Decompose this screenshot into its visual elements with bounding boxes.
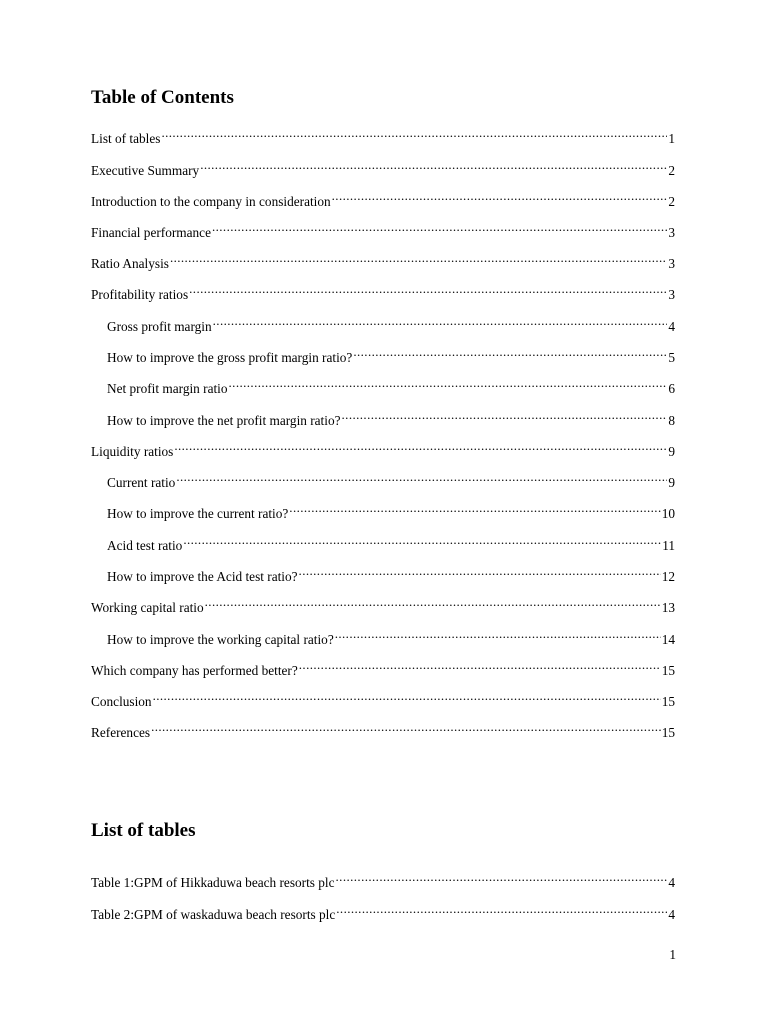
dot-leader [205,592,661,612]
toc-entry-acid-test-ratio[interactable] [107,530,675,553]
toc-entry-page: 9 [668,475,675,490]
dot-leader [289,498,660,518]
dot-leader [212,217,667,237]
toc-entry-page: 4 [668,319,675,334]
dot-leader [183,530,661,550]
toc-entry-title: How to improve the net profit margin ratio? [107,413,341,428]
toc-entry-title: Financial performance [91,225,211,240]
toc-entry-introduction[interactable] [91,186,675,209]
toc-entry-current-ratio[interactable] [107,467,675,490]
toc-entry-net-profit-margin[interactable] [107,373,675,396]
toc-entry-working-capital-ratio[interactable] [91,592,675,615]
toc-entry-improve-working-capital-ratio[interactable] [107,624,675,647]
toc-entry-title: How to improve the working capital ratio? [107,632,334,647]
dot-leader [170,248,667,268]
toc-entry-page: 8 [668,413,675,428]
page-number: 1 [669,947,676,962]
toc-entry-improve-net-profit-margin[interactable] [107,405,675,428]
toc-entry-which-company-performed-better[interactable] [91,655,675,678]
toc-entry-title: How to improve the current ratio? [107,506,289,521]
toc-entry-title: Profitability ratios [91,287,189,302]
toc-entry-title: Acid test ratio [107,538,183,553]
dot-leader [229,373,668,393]
toc-entry-financial-performance[interactable] [91,217,675,240]
dot-leader [176,467,667,487]
dot-leader [332,186,668,206]
toc-entry-page: 1 [668,131,675,146]
dot-leader [336,899,667,919]
toc-entry-page: 9 [668,444,675,459]
toc-heading: Table of Contents [91,87,234,108]
toc-entry-executive-summary[interactable] [91,155,675,178]
toc-entry-page: 3 [668,287,675,302]
toc-entry-page: 13 [661,600,675,615]
table-entry-title: Table 2:GPM of waskaduwa beach resorts plc [91,907,336,922]
dot-leader [174,436,667,456]
toc-entry-title: Which company has performed better? [91,663,298,678]
table-entry-page: 4 [668,875,675,890]
toc-entry-improve-current-ratio[interactable] [107,498,675,521]
table-entry-title: Table 1:GPM of Hikkaduwa beach resorts plc [91,875,335,890]
table-entry-1[interactable] [91,867,675,890]
toc-entry-page: 3 [668,256,675,271]
list-of-tables-heading: List of tables [91,820,196,841]
toc-entry-title: References [91,725,151,740]
dot-leader [353,342,667,362]
toc-entry-ratio-analysis[interactable] [91,248,675,271]
toc-entry-title: Liquidity ratios [91,444,174,459]
toc-entry-title: Introduction to the company in consideration [91,194,331,209]
toc-entry-references[interactable] [91,717,675,740]
toc-entry-title: List of tables [91,131,161,146]
toc-entry-liquidity-ratios[interactable] [91,436,675,459]
toc-entry-gross-profit-margin[interactable] [107,311,675,334]
dot-leader [336,867,668,887]
toc-entry-conclusion[interactable] [91,686,675,709]
dot-leader [189,279,667,299]
dot-leader [299,561,661,581]
toc-entry-title: Net profit margin ratio [107,381,228,396]
toc-entry-page: 14 [661,632,675,647]
toc-entry-page: 15 [661,694,675,709]
dot-leader [213,311,668,331]
dot-leader [151,717,661,737]
toc-entry-title: Conclusion [91,694,152,709]
dot-leader [335,624,661,644]
toc-entry-page: 10 [661,506,675,521]
toc-entry-list-of-tables[interactable] [91,123,675,146]
toc-entry-improve-gross-profit-margin[interactable] [107,342,675,365]
toc-entry-title: Ratio Analysis [91,256,169,271]
toc-entry-title: How to improve the Acid test ratio? [107,569,298,584]
toc-entry-profitability-ratios[interactable] [91,279,675,302]
table-entry-page: 4 [668,907,675,922]
toc-entry-page: 12 [661,569,675,584]
toc-entry-title: How to improve the gross profit margin ratio? [107,350,353,365]
dot-leader [153,686,661,706]
dot-leader [342,405,668,425]
dot-leader [299,655,661,675]
toc-entry-improve-acid-test-ratio[interactable] [107,561,675,584]
dot-leader [161,123,667,143]
table-entry-2[interactable] [91,899,675,922]
toc-entry-title: Gross profit margin [107,319,212,334]
toc-entry-page: 2 [668,194,675,209]
toc-entry-title: Working capital ratio [91,600,204,615]
toc-entry-page: 11 [662,538,675,553]
toc-entry-page: 2 [668,163,675,178]
toc-entry-page: 15 [661,663,675,678]
toc-entry-title: Current ratio [107,475,176,490]
toc-entry-page: 15 [661,725,675,740]
toc-entry-title: Executive Summary [91,163,200,178]
toc-entry-page: 5 [668,350,675,365]
toc-entry-page: 6 [668,381,675,396]
toc-entry-page: 3 [668,225,675,240]
dot-leader [200,155,667,175]
